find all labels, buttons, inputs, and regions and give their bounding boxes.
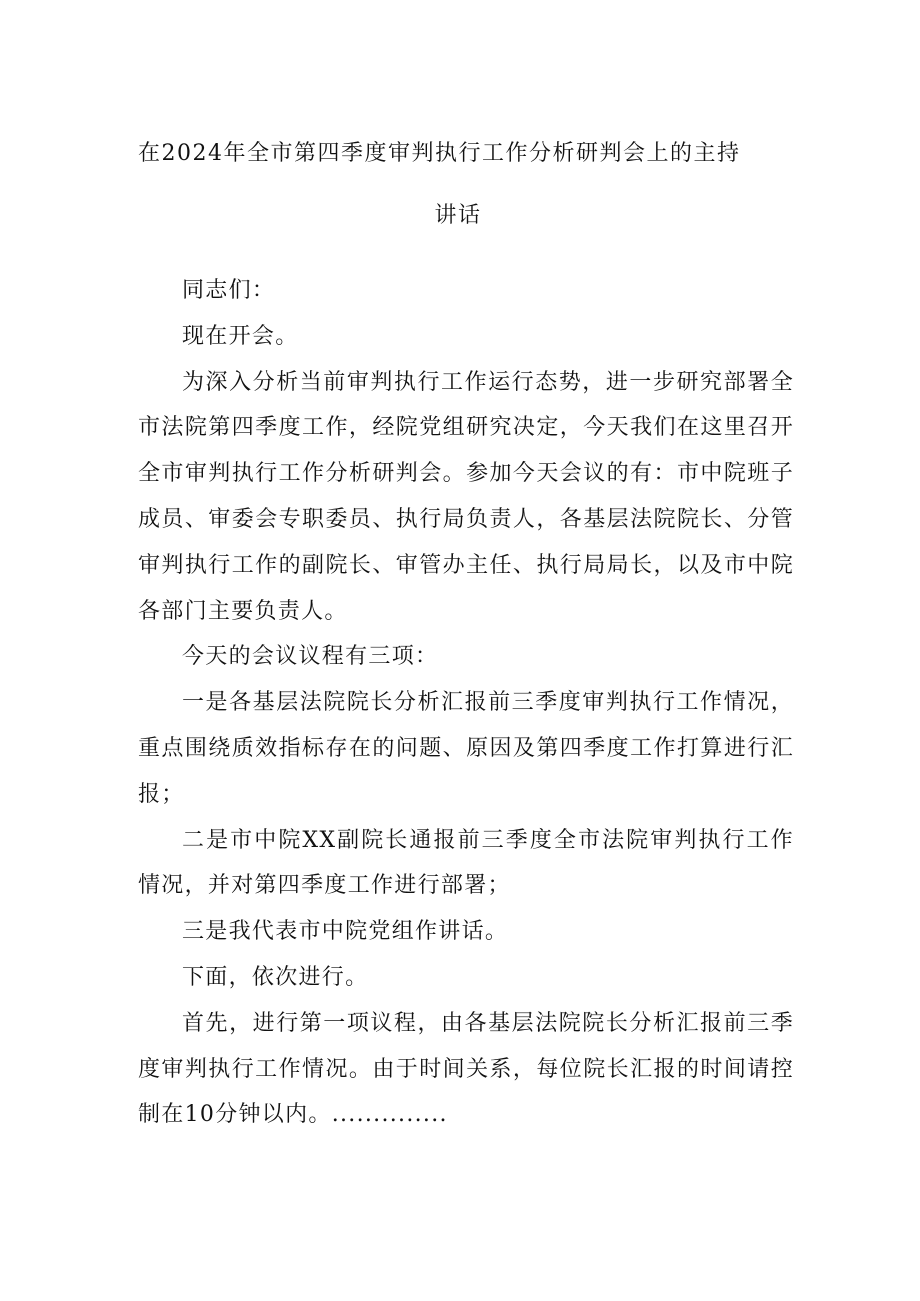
paragraph-purpose: 为深入分析当前审判执行工作运行态势，进一步研究部署全市法院第四季度工作，经院党组研究决定，今天我们在这里召开全市审判执行工作分析研判会。参加今天会议的有：市中院班子成员、审委会专职委员、执行局负责人，各基层法院院长、分管审判执行工作的副院长、审管办主任、执行局局长，以及市中院各部门主要负责人。	[138, 369, 794, 624]
document-title-line-1: 在2024年全市第四季度审判执行工作分析研判会上的主持	[138, 141, 741, 166]
document-title-line-2: 讲话	[434, 203, 482, 228]
paragraph-agenda-item-3: 三是我代表市中院党组作讲话。	[182, 919, 509, 945]
salutation: 同志们：	[182, 278, 276, 303]
document-body	[138, 268, 794, 1138]
paragraph-agenda-item-1: 一是各基层法院院长分析汇报前三季度审判执行工作情况，重点围绕质效指标存在的问题、原因及第四季度工作打算进行汇报；	[138, 690, 794, 807]
paragraph-agenda-intro: 今天的会议议程有三项：	[182, 644, 439, 670]
paragraph-opening: 现在开会。	[182, 323, 299, 349]
paragraph-agenda-item-2: 二是市中院XX副院长通报前三季度全市法院审判执行工作情况，并对第四季度工作进行部署；	[138, 827, 794, 899]
paragraph-first-item: 首先，进行第一项议程，由各基层法院院长分析汇报前三季度审判执行工作情况。由于时间关系，每位院长汇报的时间请控制在10分钟以内。..............	[138, 1010, 794, 1128]
paragraph-proceed: 下面，依次进行。	[182, 964, 369, 990]
